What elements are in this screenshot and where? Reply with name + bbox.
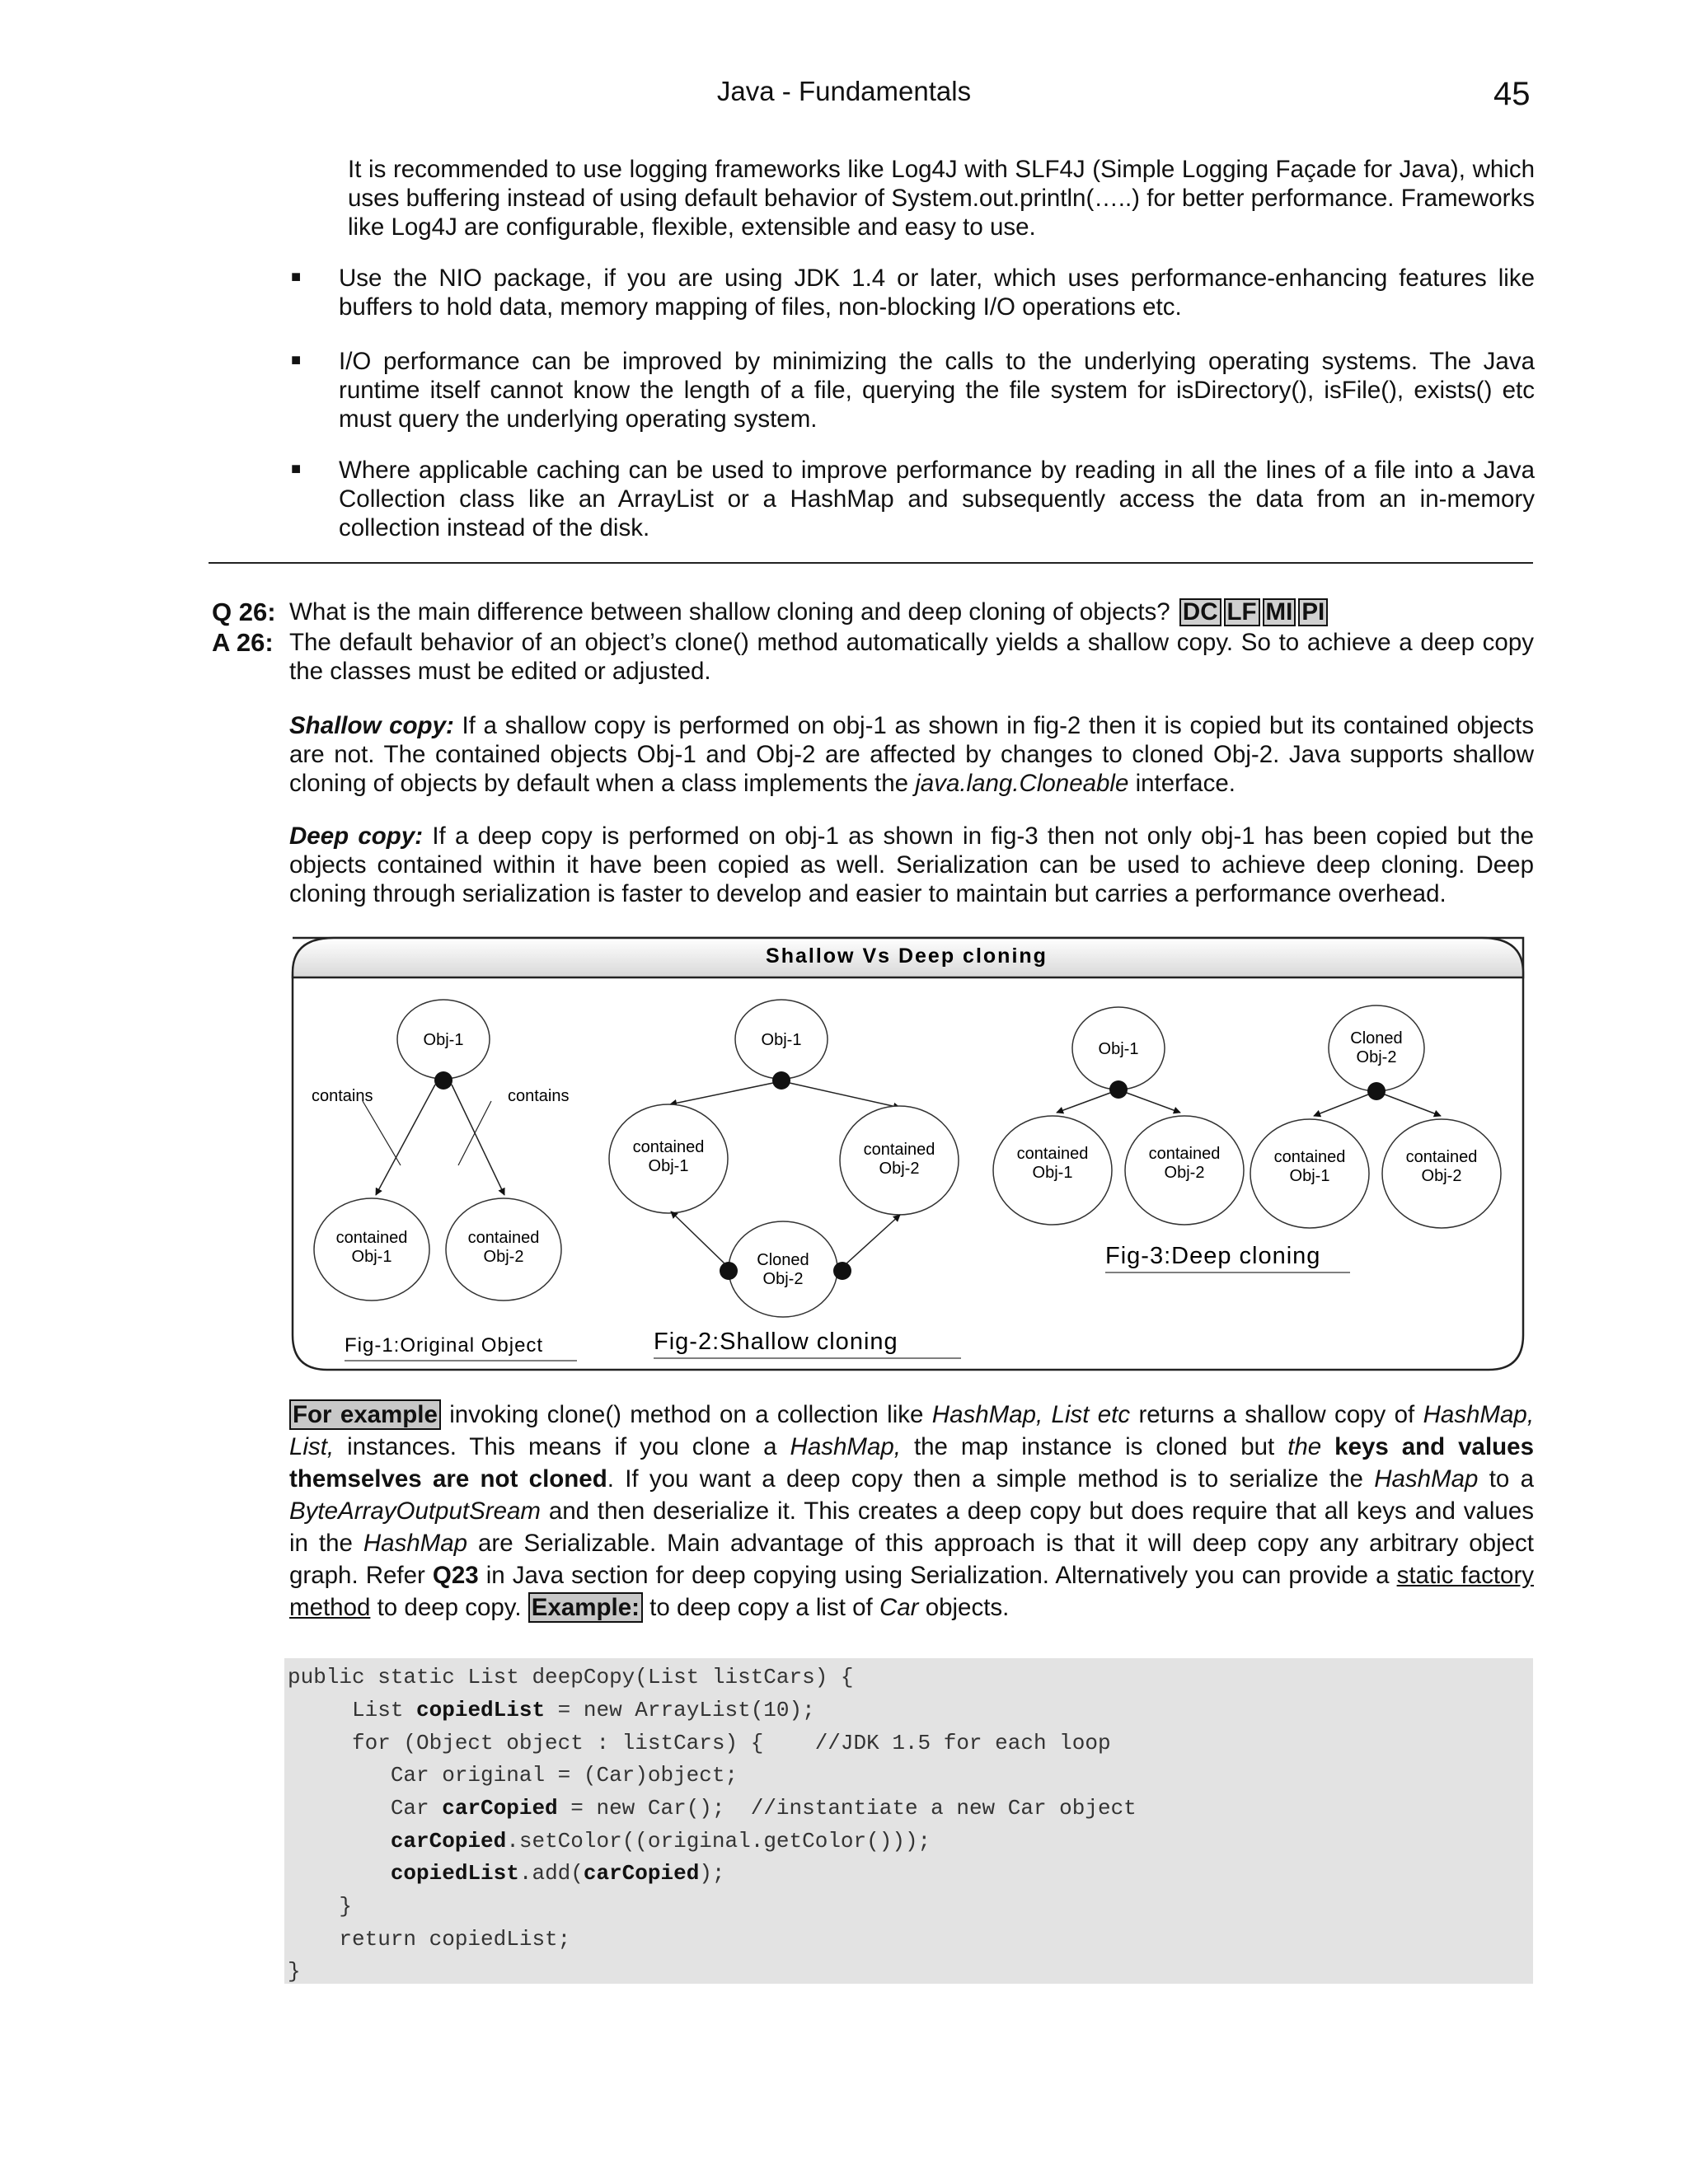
fig2-child1-line1: contained (632, 1138, 705, 1156)
diagram-title: Shallow Vs Deep cloning (766, 944, 1048, 968)
fig3-c3-line2: Obj-1 (1289, 1167, 1330, 1185)
for-example-label: For example (289, 1399, 441, 1430)
shallow-copy-text: If a shallow copy is performed on obj-1 as shown in fig-2 then it is copied but its contained objects are not. The contained objects Obj-1 and Obj-2 are affected by changes to cloned Obj-2. Java supports shallow cloning of objects by default when a class implements the (289, 712, 1534, 797)
example-text: to deep copy a list of (649, 1594, 873, 1621)
code-line-carcopied: Car carCopied = new Car(); //instantiate a new Car object (288, 1796, 1137, 1821)
code-line: for (Object object : listCars) { //JDK 1.5 for each loop (288, 1731, 1111, 1755)
fig3-c1-line2: Obj-1 (1032, 1164, 1073, 1182)
tag-lf: LF (1224, 598, 1260, 626)
fig3-clone-dot (1367, 1082, 1386, 1100)
bullet-marker: ■ (291, 268, 302, 286)
fig1-child1-line2: Obj-1 (351, 1248, 392, 1266)
fig3-c2-line2: Obj-2 (1164, 1164, 1205, 1182)
static-factory-method-link: static factory method (289, 1562, 1535, 1621)
fig2-arrow-clone-left (671, 1212, 725, 1264)
fig1-arrow-left (376, 1085, 435, 1195)
fig2-child1-line2: Obj-1 (648, 1157, 689, 1175)
deep-copy-text: If a deep copy is performed on obj-1 as shown in fig-3 then not only obj-1 has been copied but the objects contained within it have been copied as well. Serialization can be used to achieve deep cloning. Deep cloning through serialization is faster to develop and easier to maintain but carries a performance overhead. (289, 823, 1535, 907)
example-text: and then deserialize it. This creates a deep copy but does require that all keys and values in the (289, 1497, 1534, 1557)
example-text: returns a shallow copy of (1138, 1401, 1415, 1428)
example-italic: HashMap, List etc (931, 1401, 1131, 1428)
example-text: objects. (925, 1594, 1010, 1621)
fig1-child2-line2: Obj-2 (483, 1248, 524, 1266)
fig3-clone-arrow-right (1385, 1094, 1441, 1116)
fig2-junction-dot (772, 1071, 790, 1090)
deep-copy-title: Deep copy: (289, 823, 424, 850)
question-text: What is the main difference between shallow cloning and deep cloning of objects? (289, 598, 1170, 626)
fig2-child2-line2: Obj-2 (879, 1160, 920, 1178)
example-text: to a (1489, 1465, 1535, 1493)
fig2-shallow-cloning (609, 1000, 961, 1358)
tag-dc: DC (1179, 598, 1221, 626)
code-line: public static List deepCopy(List listCars) { (288, 1665, 854, 1690)
tag-pi: PI (1298, 598, 1328, 626)
question-label: Q 26: (212, 598, 276, 626)
page-number: 45 (1493, 76, 1531, 112)
fig2-clone-dot-left (720, 1262, 738, 1280)
example-italic: ByteArrayOutputSream (289, 1497, 541, 1525)
example-text: in Java section for deep copying using Serialization. Alternatively you can provide a (485, 1562, 1390, 1589)
example-italic: HashMap (363, 1530, 468, 1557)
fig2-arrow-right (790, 1083, 900, 1108)
bullet-item: Use the NIO package, if you are using JDK 1.4 or later, which uses performance-enhancing features like buffers to hold data, memory mapping of files, non-blocking I/O operations etc. (339, 265, 1535, 321)
bullet-item: Where applicable caching can be used to improve performance by reading in all the lines of a file into a Java Collection class like an ArrayList or a HashMap and subsequently access the data from an in-memory collection instead of the disk. (339, 457, 1535, 541)
fig3-c3-line1: contained (1273, 1148, 1346, 1166)
example-bold: keys and values themselves are not cloned (289, 1433, 1534, 1493)
code-line-setcolor: carCopied.setColor((original.getColor())); (390, 1829, 931, 1854)
fig3-caption: Fig-3:Deep cloning (1105, 1243, 1321, 1269)
example-text: the map instance is cloned but (913, 1433, 1275, 1460)
fig3-c1-line1: contained (1016, 1145, 1089, 1163)
fig2-clone-node (729, 1221, 837, 1317)
q23-reference: Q23 (432, 1562, 479, 1589)
example-text: instances. This means if you clone a (347, 1433, 777, 1460)
fig2-arrow-clone-right (846, 1215, 900, 1264)
fig1-contains-right: contains (508, 1087, 570, 1105)
fig1-caption: Fig-1:Original Object (345, 1334, 544, 1357)
fig2-clone-line1: Cloned (757, 1251, 809, 1269)
bullet-item: I/O performance can be improved by minimizing the calls to the underlying operating systems. The Java runtime itself cannot know the length of a file, querying the file system for isDirectory(), isFile(), exists() etc must query the underlying operating system. (339, 348, 1535, 433)
fig3-root-label: Obj-1 (1098, 1040, 1139, 1058)
intro-text: It is recommended to use logging frameworks like Log4J with SLF4J (Simple Logging Façade for Java), which uses buffering instead of using default behavior of System.out.println(…..) for better performance. Frameworks like Log4J are configurable, flexible, extensible and easy to use. (348, 156, 1535, 241)
fig2-caption: Fig-2:Shallow cloning (654, 1329, 898, 1355)
code-line-copiedlist: List copiedList = new ArrayList(10); (288, 1698, 815, 1722)
fig3-clone-arrow-left (1314, 1094, 1368, 1116)
shallow-copy-title: Shallow copy: (289, 712, 454, 739)
page-header-title: Java - Fundamentals (716, 76, 972, 106)
fig2-arrow-left (670, 1083, 773, 1104)
example-label: Example: (528, 1592, 643, 1623)
fig1-contains-left: contains (312, 1087, 373, 1105)
example-text: . If you want a deep copy then a simple method is to serialize the (607, 1465, 1363, 1493)
fig3-clone-line1: Cloned (1350, 1029, 1403, 1047)
fig3-root-dot (1109, 1080, 1128, 1099)
code-line-add: copiedList.add(carCopied); (390, 1861, 725, 1886)
example-italic: Car (879, 1594, 919, 1621)
fig3-root-arrow-right (1127, 1093, 1180, 1113)
answer-text: The default behavior of an object’s clone() method automatically yields a shallow copy. So to achieve a deep copy the classes must be edited or adjusted. (289, 629, 1534, 685)
fig1-root-label: Obj-1 (423, 1031, 464, 1049)
example-text: invoking clone() method on a collection like (449, 1401, 924, 1428)
shallow-copy-end: interface. (1135, 770, 1236, 797)
answer-label: A 26: (212, 628, 274, 657)
example-italic: HashMap, List, (289, 1401, 1535, 1460)
example-italic: HashMap (1374, 1465, 1479, 1493)
fig3-deep-cloning (993, 1005, 1501, 1272)
bullet-marker: ■ (291, 460, 302, 478)
example-text: are Serializable. Main advantage of this approach is that it will deep copy any arbitrary object graph. Refer (289, 1530, 1534, 1589)
fig2-clone-line2: Obj-2 (762, 1270, 804, 1288)
fig1-arrow-right (452, 1085, 504, 1195)
fig1-original-object (312, 1000, 577, 1361)
fig1-junction-dot (434, 1071, 452, 1090)
cloneable-interface: java.lang.Cloneable (915, 770, 1129, 797)
fig1-child2-line1: contained (467, 1229, 540, 1247)
example-italic: HashMap, (790, 1433, 901, 1460)
fig3-c2-line1: contained (1148, 1145, 1221, 1163)
fig1-label-leader-left (363, 1101, 401, 1165)
tag-mi: MI (1263, 598, 1296, 626)
fig3-clone-line2: Obj-2 (1356, 1048, 1397, 1066)
fig2-child2-line1: contained (863, 1141, 935, 1159)
fig2-root-label: Obj-1 (761, 1031, 802, 1049)
fig2-clone-dot-right (833, 1262, 851, 1280)
code-line: return copiedList; (288, 1927, 571, 1952)
bullet-marker: ■ (291, 351, 302, 369)
example-paragraph (289, 1399, 1534, 1624)
fig3-c4-line1: contained (1405, 1148, 1478, 1166)
code-line: Car original = (Car)object; (288, 1763, 738, 1788)
fig1-child1-line1: contained (335, 1229, 408, 1247)
example-italic: the (1287, 1433, 1322, 1460)
fig3-c4-line2: Obj-2 (1421, 1167, 1462, 1185)
code-block (284, 1658, 1533, 1984)
code-line: } (288, 1894, 353, 1919)
example-text: to deep copy. (377, 1594, 522, 1621)
code-line: } (288, 1959, 301, 1984)
fig3-root-arrow-left (1057, 1093, 1110, 1113)
